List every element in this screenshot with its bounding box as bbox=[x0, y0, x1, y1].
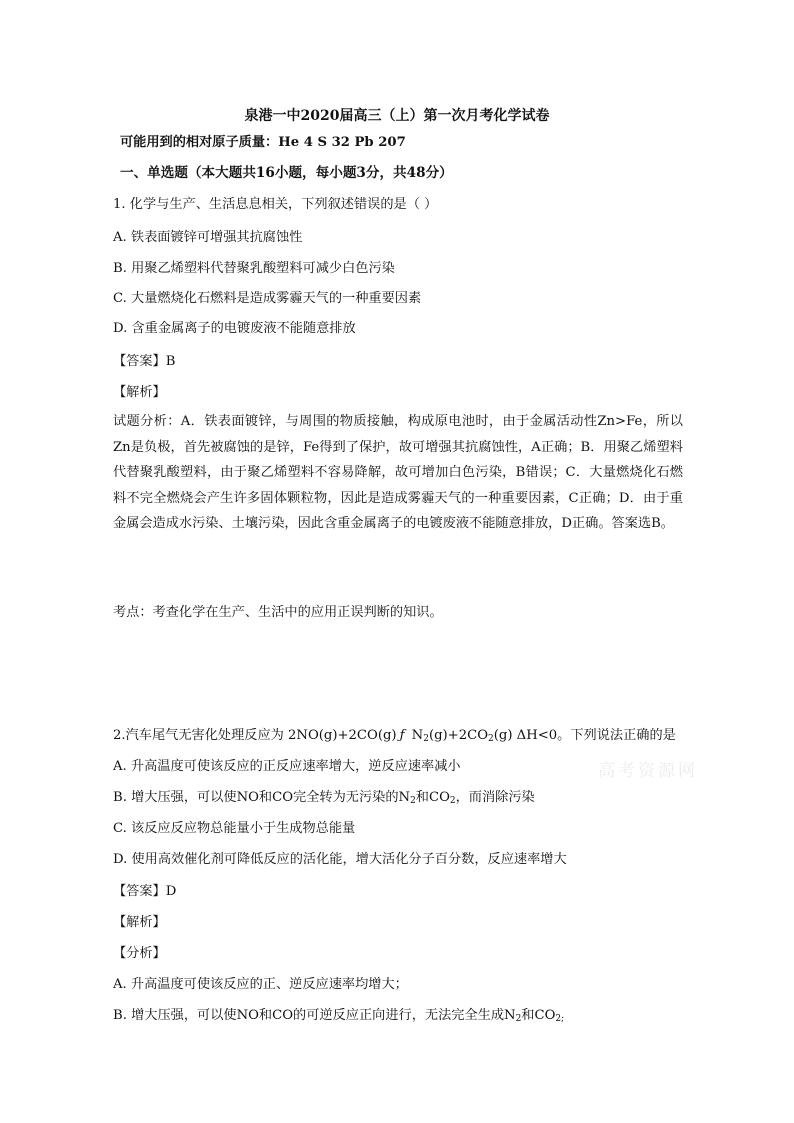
watermark: 高考资源网 bbox=[598, 761, 698, 781]
q2-stem-part-c: (g) ΔH<0。下列说法正确的是 bbox=[493, 728, 676, 743]
equilibrium-arrow-icon: ƒ bbox=[399, 728, 405, 743]
q2-option-b-part-c: ，而消除污染 bbox=[455, 790, 535, 805]
q1-analysis-text: 试题分析：A．铁表面镀锌，与周围的物质接触，构成原电池时，由于金属活动性Zn>Fe，所以Zn是负极，首先被腐蚀的是锌，Fe得到了保护，故可增强其抗腐蚀性，A正确；B．用聚乙烯塑料代替聚乳酸塑料，由于聚乙烯塑料不容易降解，故可增加白色污染，B错误；C．大量燃烧化石燃料不完全燃烧会产生许多固体颗粒物，因此是造成雾霾天气的一种重要因素，C正确；D．由于重金属会造成水污染、土壤污染，因此含重金属离子的电镀废液不能随意排放，D正确。答案选B。 bbox=[113, 414, 683, 532]
q1-analysis-label: 【解析】 bbox=[113, 385, 166, 400]
q2-stem-co2-sub: 2 bbox=[488, 734, 494, 744]
q2-answer: 【答案】D bbox=[113, 884, 177, 899]
q2-option-b-co2-sub: 2 bbox=[449, 796, 456, 806]
q2-fenxi-label: 【分析】 bbox=[113, 946, 166, 961]
q2-stem-n: N bbox=[407, 728, 424, 743]
q2-fenxi-b bbox=[113, 1006, 564, 1029]
q2-option-b-part-b: 和CO bbox=[415, 790, 450, 805]
q2-stem-n-sub: 2 bbox=[423, 734, 429, 744]
atomic-mass-note: 可能用到的相对原子质量：He 4 S 32 Pb 207 bbox=[120, 135, 406, 150]
q2-option-a: A. 升高温度可使该反应的正反应速率增大，逆反应速率减小 bbox=[113, 759, 461, 774]
q2-option-b bbox=[113, 788, 535, 811]
q1-option-b: B. 用聚乙烯塑料代替聚乳酸塑料可减少白色污染 bbox=[113, 261, 395, 276]
q2-fenxi-b-part-b: 和CO bbox=[521, 1008, 556, 1023]
q2-option-d: D. 使用高效催化剂可降低反应的活化能，增大活化分子百分数，反应速率增大 bbox=[113, 852, 567, 867]
q1-answer: 【答案】B bbox=[113, 354, 176, 369]
q2-stem-part-b: (g)+2CO bbox=[428, 728, 489, 743]
q2-option-c: C. 该反应反应物总能量小于生成物总能量 bbox=[113, 821, 356, 836]
q2-analysis-label: 【解析】 bbox=[113, 915, 166, 930]
q2-stem-part-a: 2.汽车尾气无害化处理反应为 2NO(g)+2CO(g) bbox=[113, 728, 397, 743]
q2-stem bbox=[113, 726, 676, 749]
q2-option-b-part-a: B. 增大压强，可以使NO和CO完全转为无污染的N bbox=[113, 790, 411, 805]
q1-option-d: D. 含重金属离子的电镀废液不能随意排放 bbox=[113, 321, 356, 336]
q1-kaodian: 考点：考查化学在生产、生活中的应用正误判断的知识。 bbox=[113, 605, 443, 620]
q1-stem: 1. 化学与生产、生活息息相关，下列叙述错误的是（ ） bbox=[113, 197, 438, 212]
section-heading: 一、单选题（本大题共16小题，每小题3分，共48分） bbox=[120, 165, 453, 181]
q1-option-a: A. 铁表面镀锌可增强其抗腐蚀性 bbox=[113, 230, 303, 245]
q2-fenxi-b-part-a: B. 增大压强，可以使NO和CO的可逆反应正向进行，无法完全生成N bbox=[113, 1008, 516, 1023]
q2-fenxi-b-n2-sub: 2 bbox=[515, 1014, 522, 1024]
q2-fenxi-b-co2-sub: 2; bbox=[555, 1014, 565, 1024]
exam-title: 泉港一中2020届高三（上）第一次月考化学试卷 bbox=[244, 108, 550, 124]
q1-option-c: C. 大量燃烧化石燃料是造成雾霾天气的一种重要因素 bbox=[113, 291, 422, 306]
q2-fenxi-a: A. 升高温度可使该反应的正、逆反应速率均增大； bbox=[113, 977, 408, 992]
q2-option-b-n2-sub: 2 bbox=[410, 796, 416, 806]
